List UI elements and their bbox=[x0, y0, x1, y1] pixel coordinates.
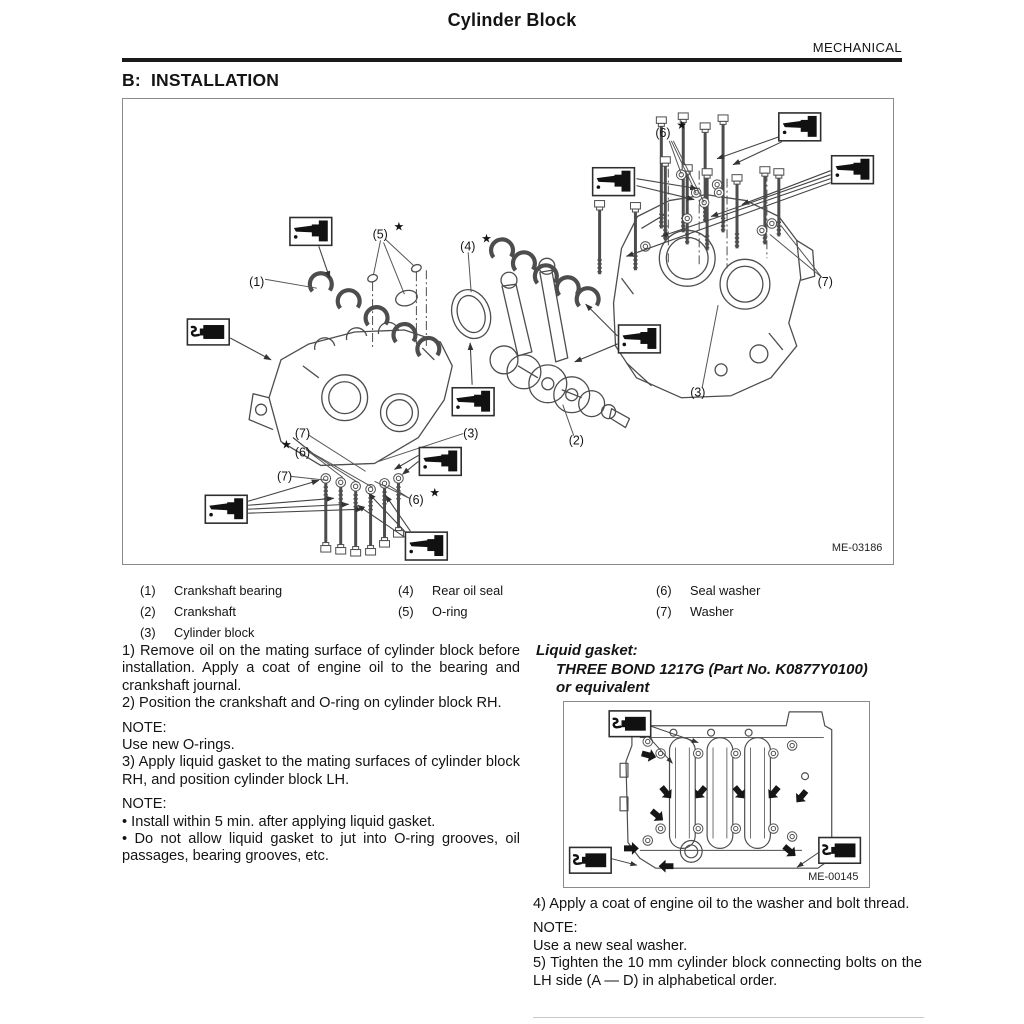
seal-washer bbox=[757, 226, 767, 236]
seal-washer bbox=[336, 478, 346, 488]
apply-point-arrow bbox=[659, 860, 674, 873]
legend-item: (2) Crankshaft bbox=[140, 603, 236, 619]
legend-item: (4) Rear oil seal bbox=[398, 583, 504, 598]
instructions-left bbox=[122, 643, 520, 866]
apply-point-arrow bbox=[648, 806, 668, 825]
seal-washer bbox=[693, 749, 702, 758]
rear-oil-seal bbox=[445, 285, 496, 344]
figure-id-main: ME-03186 bbox=[831, 542, 883, 555]
seal-washer bbox=[693, 824, 702, 833]
seal-washer bbox=[682, 214, 692, 224]
seal-washer bbox=[731, 749, 740, 758]
instruction-paragraph: 3) Apply liquid gasket to the mating surfaces of cylinder block RH, and position cylinder block LH. bbox=[122, 754, 520, 788]
parts-legend bbox=[122, 581, 902, 641]
instructions-right bbox=[533, 896, 922, 990]
apply-point-arrow bbox=[640, 747, 658, 763]
instruction-paragraph: 2) Position the crankshaft and O-ring on cylinder block RH. bbox=[122, 695, 502, 712]
liquid-gasket-equivalent: or equivalent bbox=[556, 679, 650, 697]
bolt bbox=[595, 201, 605, 275]
bolt bbox=[380, 487, 390, 547]
seal-washer bbox=[643, 836, 652, 845]
small-figure-svg bbox=[564, 702, 867, 885]
apply-point-arrow bbox=[780, 841, 800, 860]
star-icon: ★ bbox=[393, 219, 405, 234]
part-callout: (6) bbox=[294, 445, 311, 460]
instruction-paragraph: Use a new seal washer. bbox=[533, 937, 688, 954]
star-icon: ★ bbox=[280, 437, 292, 452]
oil-can-icon bbox=[419, 447, 461, 475]
gasket-arrows bbox=[624, 747, 811, 872]
seal-washer bbox=[769, 824, 778, 833]
seal-washer bbox=[787, 741, 796, 750]
bearing-shell bbox=[338, 290, 360, 308]
note-heading: NOTE: bbox=[122, 719, 167, 736]
page-title: Cylinder Block bbox=[447, 10, 577, 30]
part-callout: (7) bbox=[817, 275, 833, 290]
bearing-shell bbox=[513, 252, 535, 270]
seal-washer bbox=[787, 832, 796, 841]
oil-can-icon bbox=[290, 217, 332, 245]
seal-washer bbox=[676, 170, 686, 180]
callout-labels bbox=[249, 118, 833, 507]
legend-column bbox=[140, 581, 282, 643]
oil-can-icon bbox=[779, 113, 821, 141]
instruction-paragraph: Use new O-rings. bbox=[122, 737, 235, 754]
instruction-paragraph: 1) Remove oil on the mating surface of cylinder block before installation. Apply a coat of engine oil to the bearing and crankshaft journal. bbox=[122, 643, 520, 694]
seal-washer bbox=[394, 474, 404, 484]
note-heading: NOTE: bbox=[533, 920, 578, 937]
page-bottom-rule bbox=[533, 1017, 924, 1018]
legend-column bbox=[398, 581, 503, 623]
sealant-tube-icon bbox=[187, 319, 229, 345]
seal-washer bbox=[767, 219, 777, 229]
instruction-paragraph: 4) Apply a coat of engine oil to the washer and bolt thread. bbox=[533, 896, 910, 912]
apply-point-arrow bbox=[624, 842, 639, 855]
part-callout: (6) bbox=[655, 125, 671, 140]
oil-can-icon bbox=[619, 325, 661, 353]
legend-item: (5) O-ring bbox=[398, 603, 468, 619]
liquid-gasket-spec bbox=[536, 642, 922, 698]
legend-item: (7) Washer bbox=[656, 603, 734, 619]
bearing-shell bbox=[491, 239, 513, 257]
seal-washer bbox=[351, 482, 361, 492]
instruction-paragraph: • Install within 5 min. after applying liquid gasket. bbox=[122, 813, 436, 830]
bolts bbox=[321, 113, 784, 556]
part-callout: (3) bbox=[690, 385, 706, 400]
cylinder-block-lh bbox=[249, 322, 452, 465]
legend-item: (1) Crankshaft bearing bbox=[140, 583, 283, 598]
main-figure-svg bbox=[123, 99, 891, 562]
bolt bbox=[321, 482, 331, 552]
bolt bbox=[336, 486, 346, 554]
liquid-gasket-title: Liquid gasket: bbox=[536, 642, 638, 659]
part-callout: (1) bbox=[249, 275, 265, 290]
section-label: MECHANICAL bbox=[812, 40, 902, 55]
star-icon: ★ bbox=[429, 485, 441, 500]
star-icon: ★ bbox=[676, 117, 687, 132]
oil-can-icon bbox=[832, 156, 874, 184]
seal-washer bbox=[731, 824, 740, 833]
seal-washer bbox=[769, 749, 778, 758]
note-heading: NOTE: bbox=[122, 796, 167, 813]
seal-washer bbox=[656, 824, 665, 833]
part-callout: (7) bbox=[294, 426, 311, 441]
legend-column bbox=[656, 581, 760, 623]
legend-item: (3) Cylinder block bbox=[140, 624, 255, 640]
bearing-shell bbox=[557, 277, 579, 295]
part-callout: (7) bbox=[276, 469, 293, 484]
liquid-gasket-product: THREE BOND 1217G (Part No. K0877Y0100) bbox=[556, 660, 868, 678]
bearing-shell bbox=[577, 288, 599, 306]
part-callout: (6) bbox=[408, 493, 424, 508]
seal-washer bbox=[643, 737, 652, 746]
block-face bbox=[620, 712, 832, 868]
main-figure bbox=[122, 98, 894, 565]
bearing-shell bbox=[366, 307, 388, 325]
bolt bbox=[366, 493, 376, 555]
installation-heading: B: INSTALLATION bbox=[122, 70, 280, 90]
oil-can-icon bbox=[452, 388, 494, 416]
seal-washer bbox=[714, 188, 724, 198]
sealant-tube-icon bbox=[570, 847, 612, 873]
figure-id-small: ME-00145 bbox=[808, 871, 859, 884]
header-rule bbox=[122, 58, 902, 62]
part-callout: (3) bbox=[463, 426, 479, 441]
part-callout: (4) bbox=[460, 239, 476, 254]
bolt bbox=[630, 203, 640, 271]
instruction-paragraph: 5) Tighten the 10 mm cylinder block connecting bolts on the LH side (A — D) in alphabetical order. bbox=[533, 955, 922, 989]
oil-can-icon bbox=[405, 532, 447, 560]
icon-leaders bbox=[230, 137, 830, 537]
legend-item: (6) Seal washer bbox=[656, 583, 761, 598]
apply-point-arrow bbox=[764, 783, 783, 803]
oil-can-icon bbox=[205, 495, 247, 523]
sealant-tube-icon bbox=[609, 711, 651, 737]
part-callout: (5) bbox=[372, 227, 388, 242]
sealant-icons bbox=[570, 711, 861, 873]
instruction-paragraph: • Do not allow liquid gasket to jut into O-ring grooves, oil passages, bearing grooves, etc. bbox=[122, 831, 520, 865]
bolt bbox=[351, 490, 361, 556]
small-figure bbox=[563, 701, 870, 888]
part-callout: (2) bbox=[568, 433, 584, 448]
oil-can-icon bbox=[593, 168, 635, 196]
apply-icons bbox=[187, 113, 873, 560]
star-icon: ★ bbox=[481, 231, 492, 246]
seal-washer bbox=[321, 474, 331, 484]
apply-point-arrow bbox=[792, 787, 811, 807]
sealant-tube-icon bbox=[819, 838, 861, 864]
apply-point-arrow bbox=[657, 783, 676, 803]
